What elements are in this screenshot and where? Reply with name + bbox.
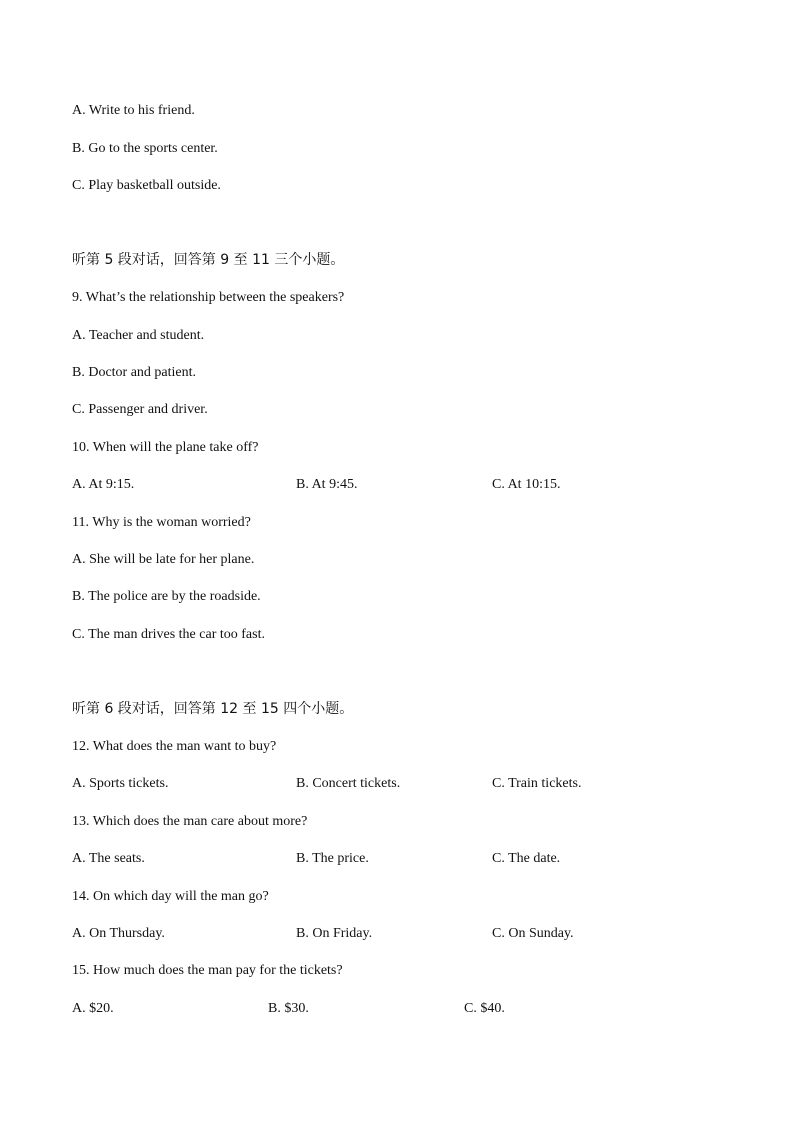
question-14: 14. On which day will the man go? xyxy=(72,889,269,904)
option-13a: A. The seats. xyxy=(72,851,145,866)
question-13: 13. Which does the man care about more? xyxy=(72,814,308,829)
option-12a: A. Sports tickets. xyxy=(72,776,169,791)
option-11a: A. She will be late for her plane. xyxy=(72,552,255,567)
question-10: 10. When will the plane take off? xyxy=(72,440,259,455)
section-5-heading: 听第 5 段对话，回答第 9 至 11 三个小题。 xyxy=(72,252,345,268)
option-9a: A. Teacher and student. xyxy=(72,328,205,343)
option-10c: C. At 10:15. xyxy=(492,477,561,492)
question-11: 11. Why is the woman worried? xyxy=(72,515,251,530)
option-8a: A. Write to his friend. xyxy=(72,103,195,118)
option-8b: B. Go to the sports center. xyxy=(72,141,218,156)
section-6-heading: 听第 6 段对话，回答第 12 至 15 四个小题。 xyxy=(72,701,354,717)
question-12: 12. What does the man want to buy? xyxy=(72,739,277,754)
question-9: 9. What’s the relationship between the speakers? xyxy=(72,290,345,305)
option-14a: A. On Thursday. xyxy=(72,926,165,941)
option-10a: A. At 9:15. xyxy=(72,477,135,492)
option-12c: C. Train tickets. xyxy=(492,776,582,791)
option-11c: C. The man drives the car too fast. xyxy=(72,627,265,642)
option-14b: B. On Friday. xyxy=(296,926,373,941)
option-15b: B. $30. xyxy=(268,1001,309,1016)
option-11b: B. The police are by the roadside. xyxy=(72,589,261,604)
option-10b: B. At 9:45. xyxy=(296,477,358,492)
option-13c: C. The date. xyxy=(492,851,561,866)
option-12b: B. Concert tickets. xyxy=(296,776,401,791)
option-8c: C. Play basketball outside. xyxy=(72,178,221,193)
question-15: 15. How much does the man pay for the tickets? xyxy=(72,963,343,978)
option-15a: A. $20. xyxy=(72,1001,114,1016)
option-9b: B. Doctor and patient. xyxy=(72,365,197,380)
option-9c: C. Passenger and driver. xyxy=(72,402,208,417)
option-15c: C. $40. xyxy=(464,1001,505,1016)
option-13b: B. The price. xyxy=(296,851,369,866)
option-14c: C. On Sunday. xyxy=(492,926,574,941)
